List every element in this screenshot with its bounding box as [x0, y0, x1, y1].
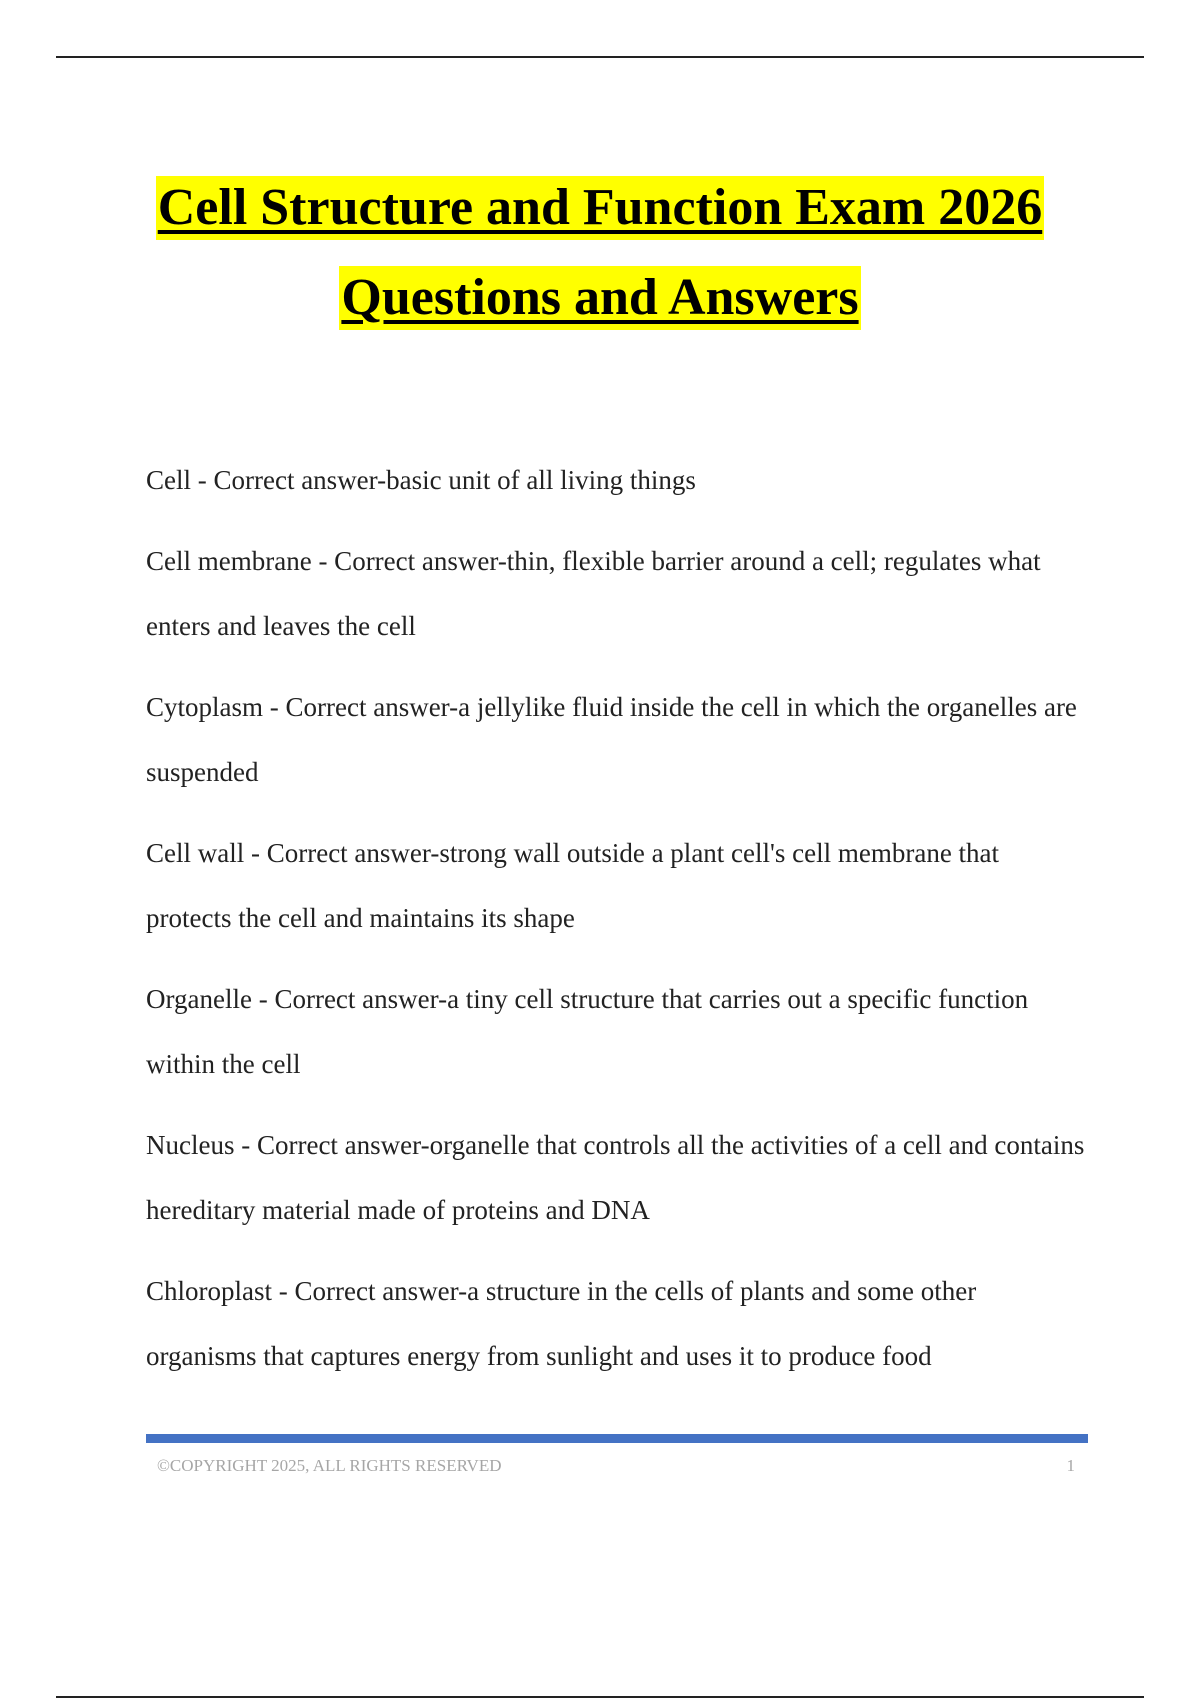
qa-item-cell-wall: Cell wall - Correct answer-strong wall outside a plant cell's cell membrane that protects the cell and maintains its shape: [146, 838, 1000, 933]
qa-item-cell: Cell - Correct answer-basic unit of all living things: [146, 465, 696, 495]
document-title: [0, 176, 1200, 330]
footer-copyright: ©COPYRIGHT 2025, ALL RIGHTS RESERVED: [157, 1456, 502, 1475]
qa-item-organelle: Organelle - Correct answer-a tiny cell structure that carries out a specific function within the cell: [146, 984, 1029, 1079]
title-line-2: Questions and Answers: [339, 266, 860, 330]
qa-item-nucleus: Nucleus - Correct answer-organelle that controls all the activities of a cell and contains hereditary material made of proteins and DNA: [146, 1130, 1085, 1225]
qa-item-cytoplasm: Cytoplasm - Correct answer-a jellylike fluid inside the cell in which the organelles are suspended: [146, 692, 1077, 787]
top-rule: [56, 56, 1144, 58]
title-line-1: Cell Structure and Function Exam 2026: [156, 176, 1045, 240]
qa-item-chloroplast: Chloroplast - Correct answer-a structure in the cells of plants and some other organisms that captures energy from sunlight and uses it to produce food: [146, 1276, 977, 1371]
qa-item-cell-membrane: Cell membrane - Correct answer-thin, flexible barrier around a cell; regulates what enters and leaves the cell: [146, 546, 1041, 641]
bottom-rule: [56, 1696, 1144, 1698]
footer-divider-bar: [146, 1434, 1088, 1443]
footer-page-number: 1: [1066, 1456, 1075, 1475]
qa-list: [146, 448, 1090, 1405]
